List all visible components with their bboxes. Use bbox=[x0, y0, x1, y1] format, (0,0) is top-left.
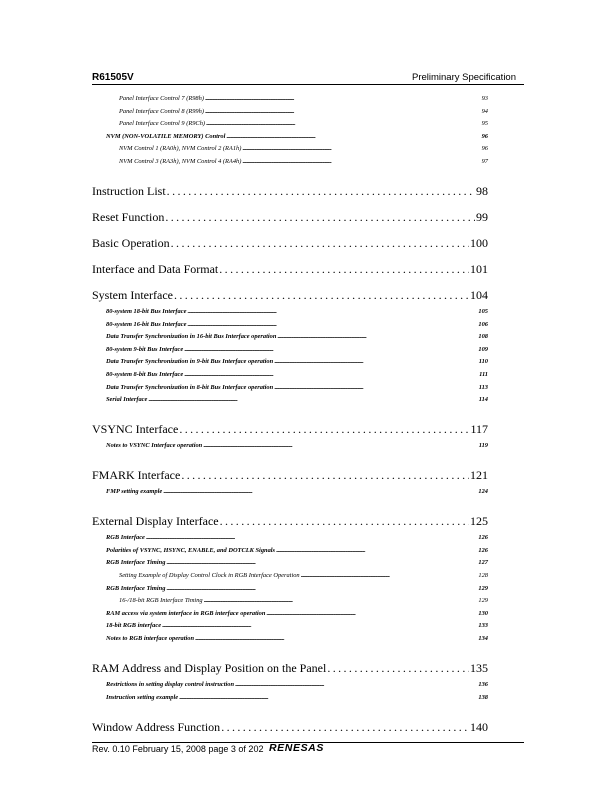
toc-entry-page: 95 bbox=[481, 120, 488, 128]
toc-entry-title: Data Transfer Synchronization in 9-bit Bus Interface operation bbox=[106, 358, 274, 366]
toc-section bbox=[92, 559, 488, 566]
footer-text: Rev. 0.10 February 15, 2008 page 3 of 202 bbox=[92, 744, 264, 754]
toc-chapter bbox=[92, 422, 488, 437]
toc-entry-page: 111 bbox=[479, 371, 488, 378]
toc-entry-title: External Display Interface bbox=[92, 514, 219, 529]
toc-section bbox=[92, 488, 488, 495]
toc-section bbox=[92, 158, 488, 165]
toc-section bbox=[92, 622, 488, 629]
toc-section bbox=[92, 120, 488, 127]
dot-leader bbox=[162, 622, 477, 629]
toc-section bbox=[92, 547, 488, 554]
dot-leader bbox=[219, 262, 469, 277]
toc-entry-page: 117 bbox=[470, 422, 488, 437]
toc-entry-title: Serial Interface bbox=[106, 396, 148, 404]
toc-section bbox=[92, 321, 488, 328]
toc-entry-title: 80-system 16-bit Bus Interface bbox=[106, 320, 187, 328]
toc-entry-page: 126 bbox=[478, 534, 488, 542]
toc-entry-page: 94 bbox=[481, 107, 488, 115]
toc-entry-page: 104 bbox=[470, 288, 488, 302]
renesas-logo: RENESAS bbox=[269, 742, 324, 754]
toc-section bbox=[92, 694, 488, 701]
dot-leader bbox=[167, 184, 475, 199]
toc-entry-title: Notes to VSYNC Interface operation bbox=[106, 442, 203, 450]
toc-entry-page: 97 bbox=[481, 158, 488, 165]
dot-leader bbox=[242, 145, 480, 152]
toc-entry-title: Panel Interface Control 9 (R9Ch) bbox=[119, 120, 206, 128]
toc-entry-title: Instruction List bbox=[92, 184, 166, 198]
toc-entry-page: 138 bbox=[478, 693, 488, 701]
toc-entry-title: Data Transfer Synchronization in 16-bit Bus Interface operation bbox=[106, 333, 277, 341]
toc-entry-page: 96 bbox=[481, 132, 488, 140]
dot-leader bbox=[277, 333, 477, 340]
toc-entry-page: 127 bbox=[478, 559, 488, 567]
toc-entry-page: 108 bbox=[478, 333, 488, 341]
toc-section bbox=[92, 572, 488, 579]
dot-leader bbox=[276, 547, 477, 554]
toc-entry-page: 110 bbox=[478, 358, 488, 366]
dot-leader bbox=[203, 442, 478, 449]
toc-section bbox=[92, 681, 488, 688]
toc-entry-page: 129 bbox=[478, 597, 488, 605]
toc-chapter bbox=[92, 468, 488, 483]
toc-section bbox=[92, 635, 488, 642]
toc-entry-title: Notes to RGB interface operation bbox=[106, 635, 195, 642]
toc-entry-title: Instruction setting example bbox=[106, 693, 179, 701]
toc-entry-title: RGB Interface Timing bbox=[106, 559, 166, 567]
document-id: R61505V bbox=[92, 72, 134, 83]
toc-entry-title: System Interface bbox=[92, 288, 173, 302]
toc-entry-page: 134 bbox=[478, 635, 488, 642]
toc-section bbox=[92, 133, 488, 140]
toc-entry-title: 80-system 18-bit Bus Interface bbox=[106, 308, 187, 315]
toc-entry-title: RAM Address and Display Position on the Panel bbox=[92, 661, 327, 675]
toc-section bbox=[92, 108, 488, 115]
dot-leader bbox=[148, 396, 477, 403]
toc-entry-page: 124 bbox=[478, 488, 488, 496]
toc-entry-title: 80-system 9-bit Bus Interface bbox=[106, 345, 184, 353]
toc-entry-title: FMARK Interface bbox=[92, 468, 181, 483]
toc-entry-title: 18-bit RGB interface bbox=[106, 622, 162, 630]
dot-leader bbox=[242, 158, 480, 165]
toc-entry-title: Panel Interface Control 8 (R99h) bbox=[119, 107, 204, 115]
toc-entry-page: 125 bbox=[470, 514, 488, 529]
toc-entry-title: Window Address Function bbox=[92, 719, 221, 734]
toc-chapter bbox=[92, 661, 488, 676]
toc-section bbox=[92, 610, 488, 617]
dot-leader bbox=[179, 422, 469, 437]
toc-entry-title: RGB Interface bbox=[106, 534, 145, 542]
toc-entry-page: 128 bbox=[478, 572, 488, 579]
toc-chapter bbox=[92, 288, 488, 303]
toc-entry-title: RGB Interface Timing bbox=[106, 584, 166, 592]
toc-entry-page: 101 bbox=[470, 262, 488, 276]
toc-entry-page: 98 bbox=[476, 184, 488, 198]
dot-leader bbox=[184, 346, 477, 353]
toc-section bbox=[92, 585, 488, 592]
dot-leader bbox=[220, 514, 469, 529]
toc-section bbox=[92, 371, 488, 378]
toc-entry-page: 93 bbox=[481, 95, 488, 102]
toc-entry-page: 136 bbox=[478, 681, 488, 688]
toc-entry-title: Restrictions in setting display control instruction bbox=[106, 681, 235, 688]
toc-chapter bbox=[92, 184, 488, 199]
toc-entry-page: 135 bbox=[470, 661, 488, 675]
toc-entry-page: 119 bbox=[478, 442, 488, 450]
toc-entry-title: Polarities of VSYNC, HSYNC, ENABLE, and DOTCLK Signals bbox=[106, 546, 276, 554]
dot-leader bbox=[165, 210, 475, 225]
toc-entry-title: Reset Function bbox=[92, 210, 165, 224]
dot-leader bbox=[235, 681, 477, 688]
toc-entry-page: 109 bbox=[478, 345, 488, 353]
dot-leader bbox=[226, 133, 480, 140]
toc-entry-title: Basic Operation bbox=[92, 236, 170, 250]
toc-entry-title: 16-/18-bit RGB Interface Timing bbox=[119, 597, 203, 605]
toc-section bbox=[92, 308, 488, 315]
toc-entry-title: FMP setting example bbox=[106, 488, 163, 496]
dot-leader bbox=[166, 585, 477, 592]
toc-entry-page: 99 bbox=[476, 210, 488, 224]
toc-section bbox=[92, 396, 488, 403]
dot-leader bbox=[301, 572, 478, 579]
toc-section bbox=[92, 145, 488, 152]
toc-entry-title: RAM access via system interface in RGB interface operation bbox=[106, 609, 266, 617]
toc-chapter bbox=[92, 514, 488, 529]
toc-entry-title: Data Transfer Synchronization in 8-bit Bus Interface operation bbox=[106, 383, 274, 391]
toc-section bbox=[92, 442, 488, 449]
dot-leader bbox=[205, 108, 481, 115]
toc-entry-title: Panel Interface Control 7 (R98h) bbox=[119, 95, 204, 102]
toc-entry-page: 129 bbox=[478, 584, 488, 592]
toc-entry-title: NVM Control 1 (RA0h), NVM Control 2 (RA1h) bbox=[119, 145, 242, 153]
dot-leader bbox=[195, 635, 477, 642]
toc-entry-page: 114 bbox=[478, 396, 488, 404]
dot-leader bbox=[146, 534, 478, 541]
toc-entry-page: 113 bbox=[478, 383, 488, 391]
toc-chapter bbox=[92, 262, 488, 277]
toc-section bbox=[92, 346, 488, 353]
toc-section bbox=[92, 333, 488, 340]
toc-entry-title: NVM Control 3 (RA3h), NVM Control 4 (RA4h) bbox=[119, 158, 242, 165]
document-status: Preliminary Specification bbox=[411, 72, 516, 83]
dot-leader bbox=[181, 468, 469, 483]
toc-entry-page: 100 bbox=[470, 236, 488, 250]
toc-chapter bbox=[92, 720, 488, 735]
dot-leader bbox=[184, 371, 478, 378]
toc-entry-page: 96 bbox=[481, 145, 488, 153]
dot-leader bbox=[187, 308, 477, 315]
toc-section bbox=[92, 358, 488, 365]
toc-entry-title: NVM (NON-VOLATILE MEMORY) Control bbox=[106, 132, 226, 140]
dot-leader bbox=[221, 720, 469, 735]
dot-leader bbox=[274, 384, 478, 391]
toc-section bbox=[92, 384, 488, 391]
toc-section bbox=[92, 95, 488, 102]
toc-chapter bbox=[92, 236, 488, 251]
dot-leader bbox=[274, 358, 478, 365]
dot-leader bbox=[206, 120, 481, 127]
toc-entry-title: Interface and Data Format bbox=[92, 262, 219, 276]
toc-entry-page: 133 bbox=[478, 622, 488, 630]
toc-entry-page: 126 bbox=[478, 546, 488, 554]
dot-leader bbox=[266, 610, 477, 617]
toc-entry-title: 80-system 8-bit Bus Interface bbox=[106, 371, 184, 378]
dot-leader bbox=[163, 488, 477, 495]
toc-entry-title: Setting Example of Display Control Clock in RGB Interface Operation bbox=[119, 572, 300, 579]
dot-leader bbox=[171, 236, 469, 251]
toc-section bbox=[92, 597, 488, 604]
toc-section bbox=[92, 534, 488, 541]
dot-leader bbox=[179, 694, 477, 701]
toc-entry-page: 140 bbox=[470, 719, 488, 734]
toc-entry-page: 105 bbox=[478, 308, 488, 315]
toc-entry-title: VSYNC Interface bbox=[92, 422, 179, 437]
header-rule bbox=[92, 84, 524, 85]
dot-leader bbox=[205, 95, 481, 102]
toc-chapter bbox=[92, 210, 488, 225]
dot-leader bbox=[187, 321, 477, 328]
toc-entry-page: 121 bbox=[470, 468, 488, 483]
dot-leader bbox=[204, 597, 478, 604]
toc-entry-page: 106 bbox=[478, 320, 488, 328]
dot-leader bbox=[166, 559, 477, 566]
dot-leader bbox=[174, 288, 469, 303]
toc-entry-page: 130 bbox=[478, 609, 488, 617]
dot-leader bbox=[327, 661, 469, 676]
